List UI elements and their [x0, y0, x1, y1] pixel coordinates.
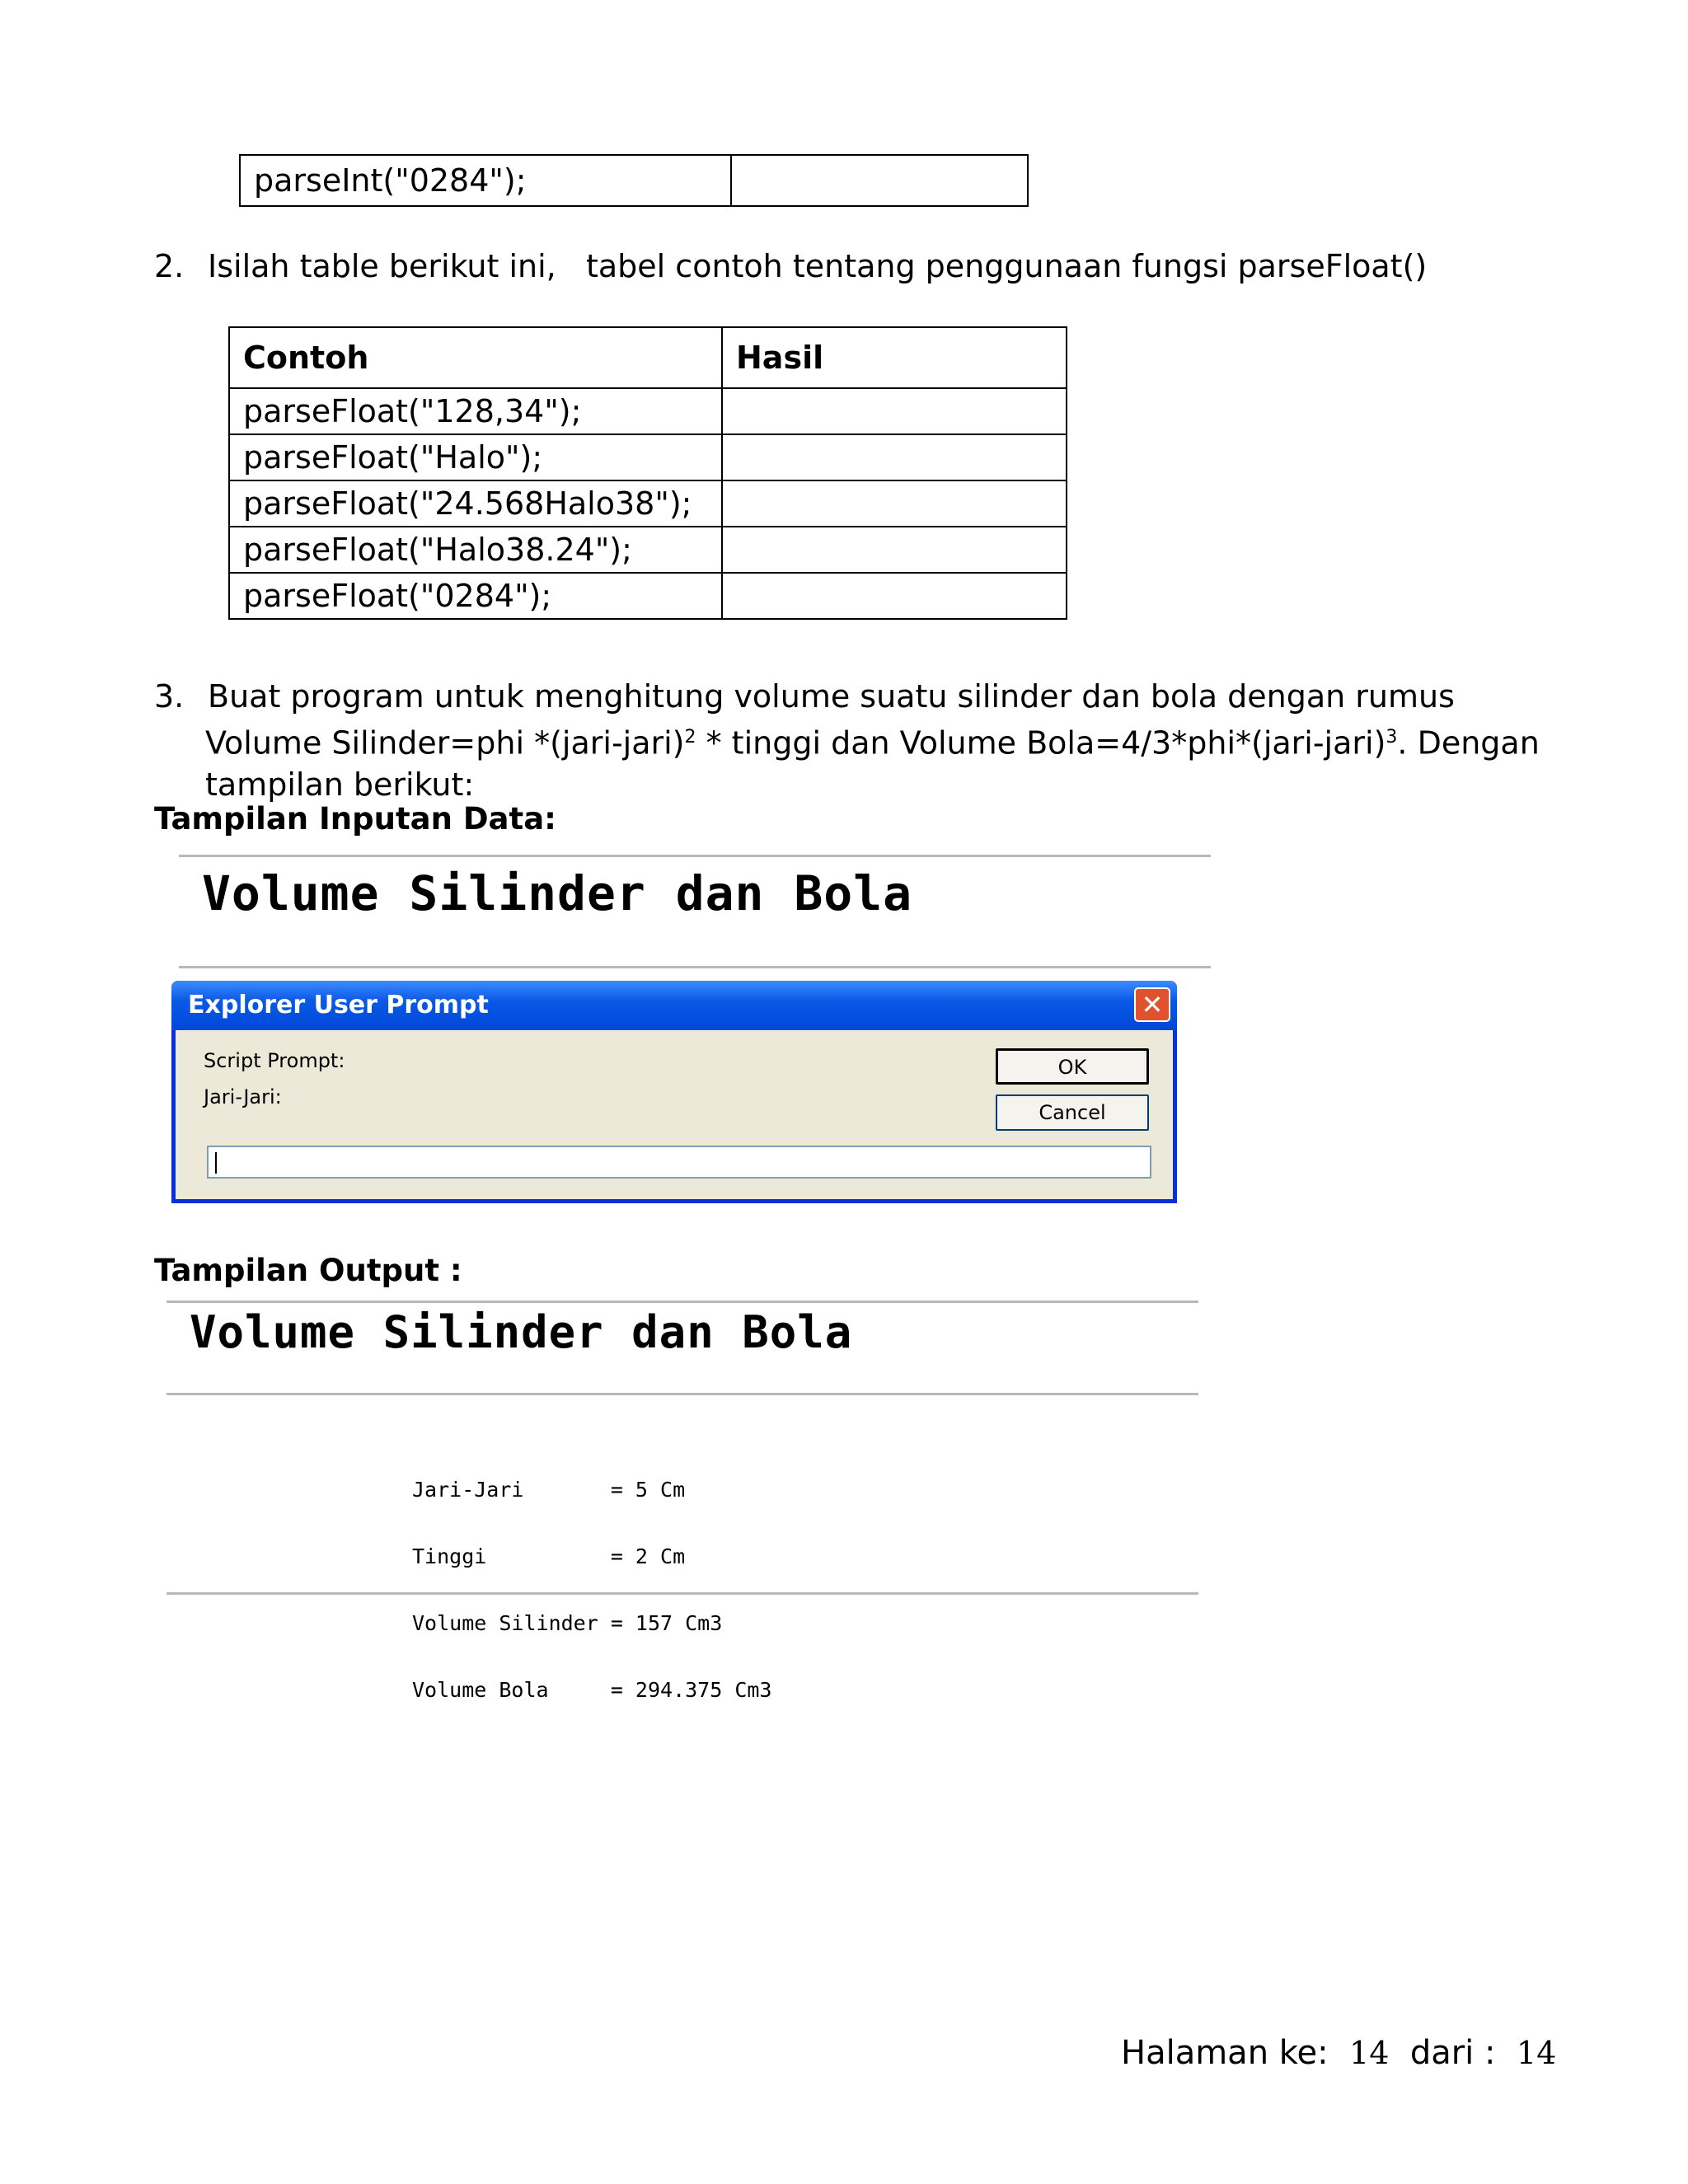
- table-cell-contoh: parseFloat("24.568Halo38");: [229, 480, 722, 527]
- superscript: 2: [684, 727, 696, 748]
- item-3-number: 3.: [154, 678, 185, 715]
- output-page-title: Volume Silinder dan Bola: [190, 1306, 853, 1358]
- item-2-text: Isilah table berikut ini, tabel contoh tentang penggunaan fungsi parseFloat(): [208, 248, 1428, 284]
- script-prompt-label: Script Prompt:: [204, 1049, 345, 1072]
- table-row: [229, 434, 1067, 480]
- table-row: [229, 573, 1067, 619]
- cancel-button[interactable]: Cancel: [996, 1094, 1149, 1131]
- table-cell-hasil: [731, 155, 1028, 206]
- item-3-line-2: [205, 717, 1543, 764]
- item-3-line-3: tampilan berikut:: [205, 766, 475, 803]
- footer-total-pages: 14: [1516, 2035, 1557, 2071]
- formula-part: . Dengan: [1397, 724, 1540, 762]
- footer-page-number: 14: [1349, 2035, 1390, 2071]
- prompt-input[interactable]: [207, 1146, 1151, 1179]
- input-top-rule: [179, 855, 1211, 857]
- output-heading: Tampilan Output :: [154, 1253, 462, 1288]
- table-row: [229, 480, 1067, 527]
- superscript: 3: [1386, 727, 1398, 748]
- table-parseint-continuation: [239, 154, 1029, 207]
- output-line: Jari-Jari = 5 Cm: [412, 1478, 686, 1502]
- input-page-title: Volume Silinder dan Bola: [202, 865, 913, 921]
- table-cell-contoh: parseFloat("Halo38.24");: [229, 527, 722, 573]
- close-button[interactable]: [1134, 987, 1170, 1022]
- output-top-rule: [166, 1301, 1198, 1303]
- table-header-row: [229, 327, 1067, 388]
- table-cell-contoh: parseFloat("0284");: [229, 573, 722, 619]
- table-cell-hasil: [722, 388, 1067, 434]
- item-2-number: 2.: [154, 248, 185, 284]
- prompt-text: Jari-Jari:: [204, 1085, 282, 1108]
- text-caret: [215, 1152, 217, 1174]
- table-row: [229, 388, 1067, 434]
- table-cell-hasil: [722, 573, 1067, 619]
- dialog-title: Explorer User Prompt: [188, 991, 489, 1019]
- table-parsefloat: [228, 326, 1067, 620]
- table-cell-hasil: [722, 480, 1067, 527]
- table-cell-contoh: parseFloat("Halo");: [229, 434, 722, 480]
- output-line: Tinggi = 2 Cm: [412, 1544, 686, 1568]
- item-3-text: [205, 676, 1543, 805]
- page-footer: [1121, 2034, 1556, 2072]
- output-bottom-rule: [166, 1592, 1198, 1595]
- footer-label: Halaman ke:: [1121, 2034, 1329, 2072]
- item-3-line-1: Buat program untuk menghitung volume suatu silinder dan bola dengan rumus: [208, 678, 1455, 715]
- output-results: [412, 1434, 772, 1723]
- table-cell-contoh: parseFloat("128,34");: [229, 388, 722, 434]
- table-row: [229, 527, 1067, 573]
- table-cell-hasil: [722, 527, 1067, 573]
- ok-button[interactable]: OK: [996, 1048, 1149, 1085]
- close-icon: ✕: [1141, 989, 1164, 1020]
- output-line: Volume Silinder = 157 Cm3: [412, 1611, 723, 1635]
- formula-part: * tinggi dan Volume Bola=4/3*phi*(jari-jari): [696, 724, 1386, 762]
- formula-part: Volume Silinder=phi *(jari-jari): [205, 724, 685, 762]
- input-heading: Tampilan Inputan Data:: [154, 801, 556, 837]
- column-header-hasil: Hasil: [722, 327, 1067, 388]
- table-row: [240, 155, 1028, 206]
- table-cell-contoh: parseInt("0284");: [240, 155, 731, 206]
- column-header-contoh: Contoh: [229, 327, 722, 388]
- footer-of-label: dari :: [1409, 2034, 1496, 2072]
- table-cell-hasil: [722, 434, 1067, 480]
- dialog-titlebar[interactable]: [171, 981, 1177, 1030]
- output-middle-rule: [166, 1393, 1198, 1395]
- output-line: Volume Bola = 294.375 Cm3: [412, 1678, 772, 1702]
- input-bottom-rule: [179, 966, 1211, 968]
- explorer-user-prompt-dialog: [171, 981, 1177, 1203]
